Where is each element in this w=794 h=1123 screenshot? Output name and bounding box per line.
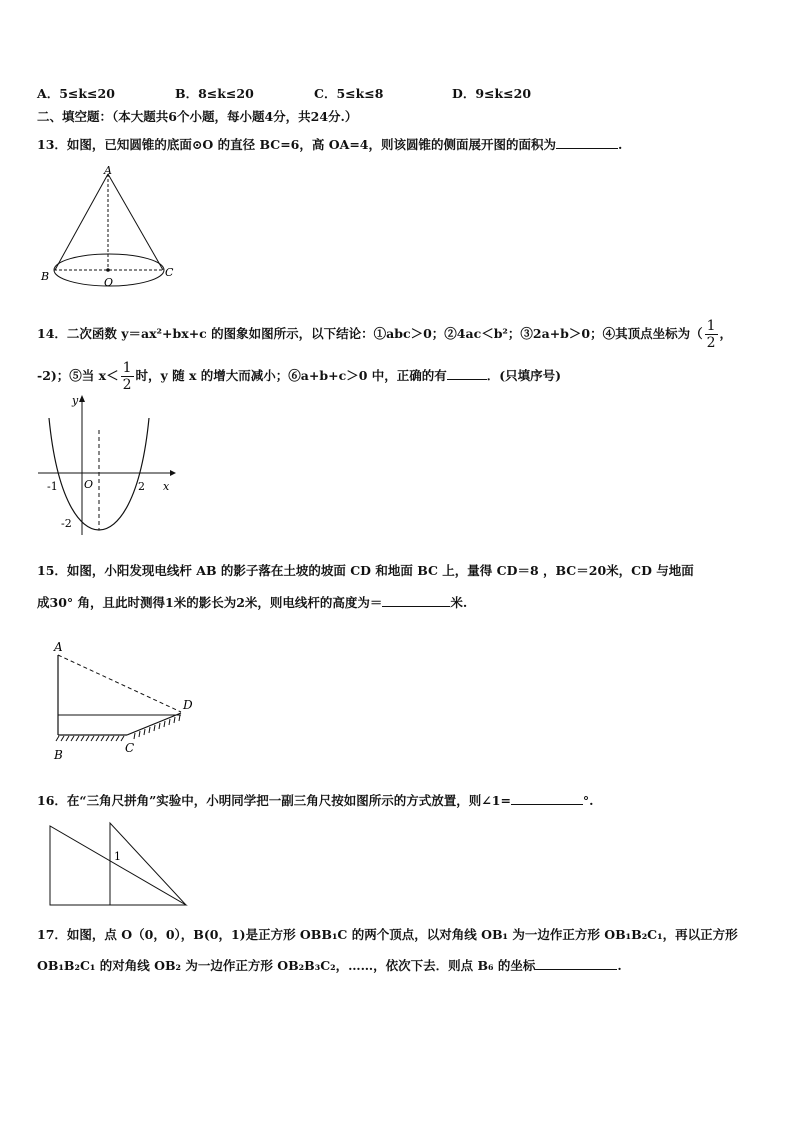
cone-label-o: O	[104, 276, 114, 289]
cone-label-a: A	[104, 164, 112, 177]
section-heading: 二、填空题：（本大题共6个小题，每小题4分，共24分.）	[37, 109, 358, 124]
parabola-label-x: x	[163, 480, 170, 493]
pole-label-b: B	[54, 748, 63, 762]
answer-blank-15[interactable]	[382, 594, 450, 607]
q14-line1-end: ，	[719, 326, 733, 341]
question-17-line-1: 17．如图，点 O（0，0），B(0，1)是正方形 OBB₁C 的两个顶点，以对角线 OB₁ 为一边作正方形 OB₁B₂C₁，再以正方形	[37, 927, 738, 942]
question-15-line-2	[37, 594, 467, 611]
cone-figure	[38, 160, 178, 290]
answer-blank-16[interactable]	[511, 792, 583, 805]
q14-frac2-den: 2	[122, 377, 132, 393]
question-13	[37, 136, 622, 153]
q15-line2-start: 成30° 角，且此时测得1米的影长为2米，则电线杆的高度为＝	[37, 595, 383, 610]
q14-line2-mid: 时，y 随 x 的增大而减小；⑥a+b+c＞0 中，正确的有	[135, 368, 447, 383]
question-16	[37, 792, 594, 809]
q14-fraction-1	[705, 318, 718, 351]
answer-blank-14[interactable]	[447, 367, 487, 380]
question-14-line-2	[37, 360, 561, 393]
q15-line2-end: 米.	[450, 595, 468, 610]
q14-line1-text: 14．二次函数 y＝ax²+bx+c 的图象如图所示，以下结论：①abc＞0；②4ac＜b²；③2a+b＞0；④其顶点坐标为（	[37, 326, 703, 341]
q17-line2-start: OB₁B₂C₁ 的对角线 OB₂ 为一边作正方形 OB₂B₃C₂，……，依次下去．则点 B₆ 的坐标	[37, 958, 536, 973]
q14-frac1-den: 2	[706, 335, 716, 351]
q14-line2-end: ．(只填序号)	[486, 368, 562, 383]
pole-label-c: C	[125, 741, 135, 755]
parabola-label-neg2: -2	[61, 517, 72, 530]
q16-end: °.	[582, 793, 594, 808]
pole-label-d: D	[183, 698, 193, 712]
parabola-label-2: 2	[138, 480, 145, 493]
option-a: A．5≤k≤20	[37, 86, 115, 101]
parabola-label-o: O	[84, 478, 94, 491]
q17-line2-end: .	[617, 958, 622, 973]
option-c: C．5≤k≤8	[314, 86, 384, 101]
parabola-label-y: y	[72, 394, 79, 407]
cone-label-b: B	[41, 270, 50, 283]
question-14-line-1	[37, 318, 732, 351]
pole-label-a: A	[54, 640, 63, 654]
option-d: D．9≤k≤20	[452, 86, 532, 101]
option-b: B．8≤k≤20	[175, 86, 254, 101]
angle-label-1: 1	[114, 850, 121, 863]
question-17-line-2	[37, 957, 622, 974]
question-15-line-1: 15．如图，小阳发现电线杆 AB 的影子落在土坡的坡面 CD 和地面 BC 上，量得 CD＝8 ，BC＝20米，CD 与地面	[37, 563, 694, 578]
cone-label-c: C	[165, 266, 174, 279]
answer-blank-17[interactable]	[535, 957, 617, 970]
q14-line2-start: -2)；⑤当 x＜	[37, 368, 119, 383]
parabola-figure	[35, 390, 180, 540]
pole-shadow-figure	[45, 635, 215, 765]
q16-text: 16．在“三角尺拼角”实验中，小明同学把一副三角尺按如图所示的方式放置，则∠1=	[37, 793, 511, 808]
parabola-label-neg1: -1	[47, 480, 58, 493]
q13-text: 13．如图，已知圆锥的底面⊙O 的直径 BC=6，高 OA=4，则该圆锥的侧面展开图的面积为	[37, 137, 556, 152]
q14-fraction-2	[121, 360, 134, 393]
triangle-rulers-figure	[45, 820, 195, 912]
q14-frac2-num: 1	[122, 360, 132, 376]
q13-end: .	[618, 137, 623, 152]
q14-frac1-num: 1	[706, 318, 716, 334]
answer-blank-13[interactable]	[556, 136, 618, 149]
